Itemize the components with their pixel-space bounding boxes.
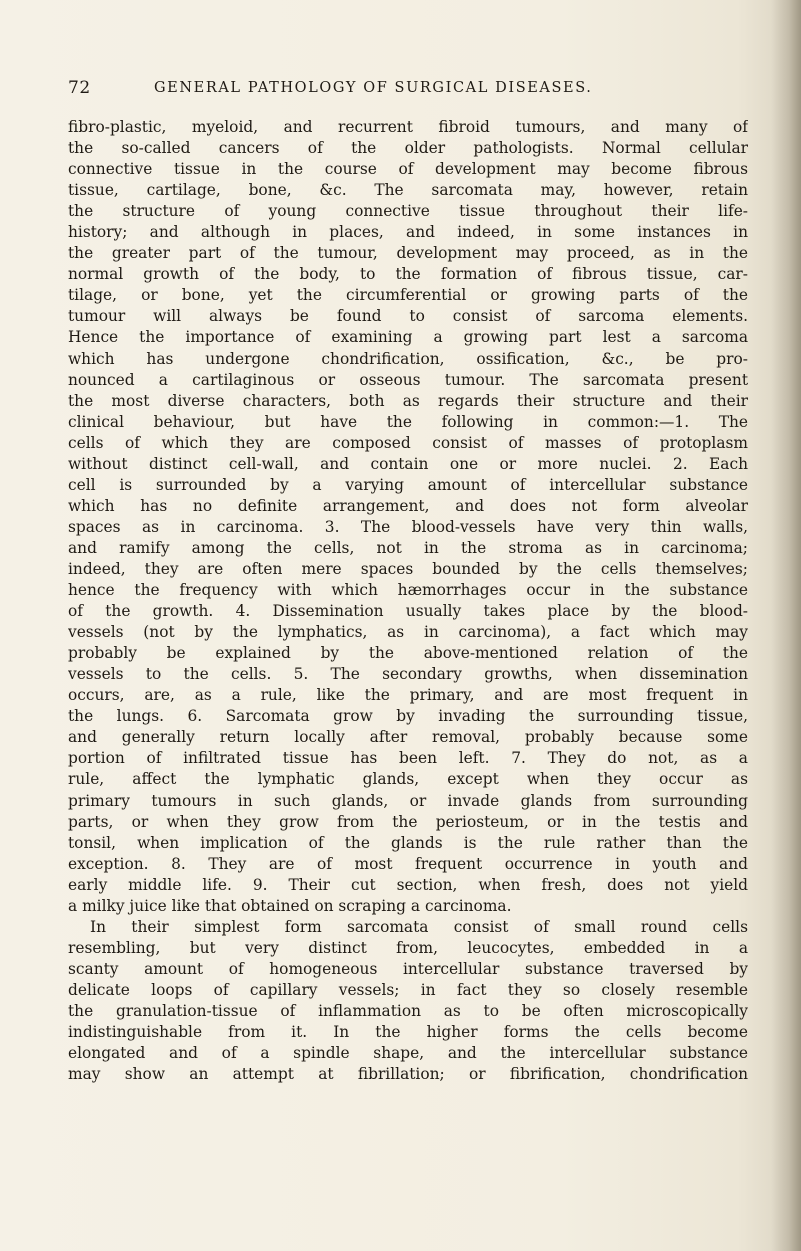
text-line: rule, affect the lymphatic glands, except when they occur as xyxy=(68,770,748,789)
text-line: tissue, cartilage, bone, &c. The sarcomata may, however, retain xyxy=(68,181,748,200)
text-line: vessels (not by the lymphatics, as in carcinoma), a fact which may xyxy=(68,623,748,642)
text-line: may show an attempt at fibrillation; or fibrification, chondrification xyxy=(68,1065,748,1084)
text-line: vessels to the cells. 5. The secondary growths, when dissemination xyxy=(68,665,748,684)
text-line: cell is surrounded by a varying amount of intercellular substance xyxy=(68,475,748,494)
text-line: exception. 8. They are of most frequent occurrence in youth and xyxy=(68,854,748,873)
text-line: without distinct cell-wall, and contain one or more nuclei. 2. Each xyxy=(68,454,748,473)
text-line: occurs, are, as a rule, like the primary, and are most frequent in xyxy=(68,686,748,705)
text-line: which has undergone chondrification, ossification, &c., be pro- xyxy=(68,349,748,368)
text-line: the greater part of the tumour, development may proceed, as in the xyxy=(68,244,748,263)
text-line: the so-called cancers of the older pathologists. Normal cellular xyxy=(68,139,748,158)
text-line: tonsil, when implication of the glands is the rule rather than the xyxy=(68,833,748,852)
text-line: portion of infiltrated tissue has been left. 7. They do not, as a xyxy=(68,749,748,768)
text-line: spaces as in carcinoma. 3. The blood-vessels have very thin walls, xyxy=(68,517,748,536)
text-line: hence the frequency with which hæmorrhages occur in the substance xyxy=(68,581,748,600)
body-text xyxy=(68,117,748,1085)
text-line: and ramify among the cells, not in the stroma as in carcinoma; xyxy=(68,538,748,557)
page-header xyxy=(68,78,708,102)
text-line: resembling, but very distinct from, leucocytes, embedded in a xyxy=(68,938,748,957)
text-line: indistinguishable from it. In the higher forms the cells become xyxy=(68,1023,748,1042)
text-line: cells of which they are composed consist of masses of protoplasm xyxy=(68,433,748,452)
text-line: primary tumours in such glands, or invade glands from surrounding xyxy=(68,791,748,810)
text-line: connective tissue in the course of development may become fibrous xyxy=(68,160,748,179)
text-line: the structure of young connective tissue throughout their life- xyxy=(68,202,748,221)
text-line: clinical behaviour, but have the following in common:—1. The xyxy=(68,412,748,431)
text-line: and generally return locally after removal, probably because some xyxy=(68,728,748,747)
running-head: GENERAL PATHOLOGY OF SURGICAL DISEASES. xyxy=(154,80,593,96)
text-line: elongated and of a spindle shape, and the intercellular substance xyxy=(68,1044,748,1063)
text-line: the lungs. 6. Sarcomata grow by invading the surrounding tissue, xyxy=(68,707,748,726)
text-line: the most diverse characters, both as regards their structure and their xyxy=(68,391,748,410)
text-line: of the growth. 4. Dissemination usually takes place by the blood- xyxy=(68,602,748,621)
text-line: fibro-plastic, myeloid, and recurrent fibroid tumours, and many of xyxy=(68,118,748,136)
text-line: indeed, they are often mere spaces bounded by the cells themselves; xyxy=(68,559,748,578)
text-line: history; and although in places, and indeed, in some instances in xyxy=(68,223,748,242)
text-line: normal growth of the body, to the formation of fibrous tissue, car- xyxy=(68,265,748,284)
text-line: tumour will always be found to consist of sarcoma elements. xyxy=(68,307,748,326)
text-line: early middle life. 9. Their cut section, when fresh, does not yield xyxy=(68,875,748,894)
text-line: parts, or when they grow from the periosteum, or in the testis and xyxy=(68,812,748,831)
text-line: a milky juice like that obtained on scraping a carcinoma. xyxy=(68,896,512,915)
text-line: delicate loops of capillary vessels; in fact they so closely resemble xyxy=(68,980,748,999)
page-edge-shadow xyxy=(771,0,801,1251)
text-line: Hence the importance of examining a growing part lest a sarcoma xyxy=(68,328,748,347)
text-line: nounced a cartilaginous or osseous tumour. The sarcomata present xyxy=(68,370,748,389)
text-line: scanty amount of homogeneous intercellular substance traversed by xyxy=(68,959,748,978)
text-line: which has no definite arrangement, and does not form alveolar xyxy=(68,496,748,515)
text-line: tilage, or bone, yet the circumferential or growing parts of the xyxy=(68,286,748,305)
text-line: probably be explained by the above-mentioned relation of the xyxy=(68,644,748,663)
text-line: the granulation-tissue of inflammation as to be often microscopically xyxy=(68,1001,748,1020)
page-number: 72 xyxy=(68,78,91,98)
text-line: In their simplest form sarcomata consist of small round cells xyxy=(90,917,748,936)
